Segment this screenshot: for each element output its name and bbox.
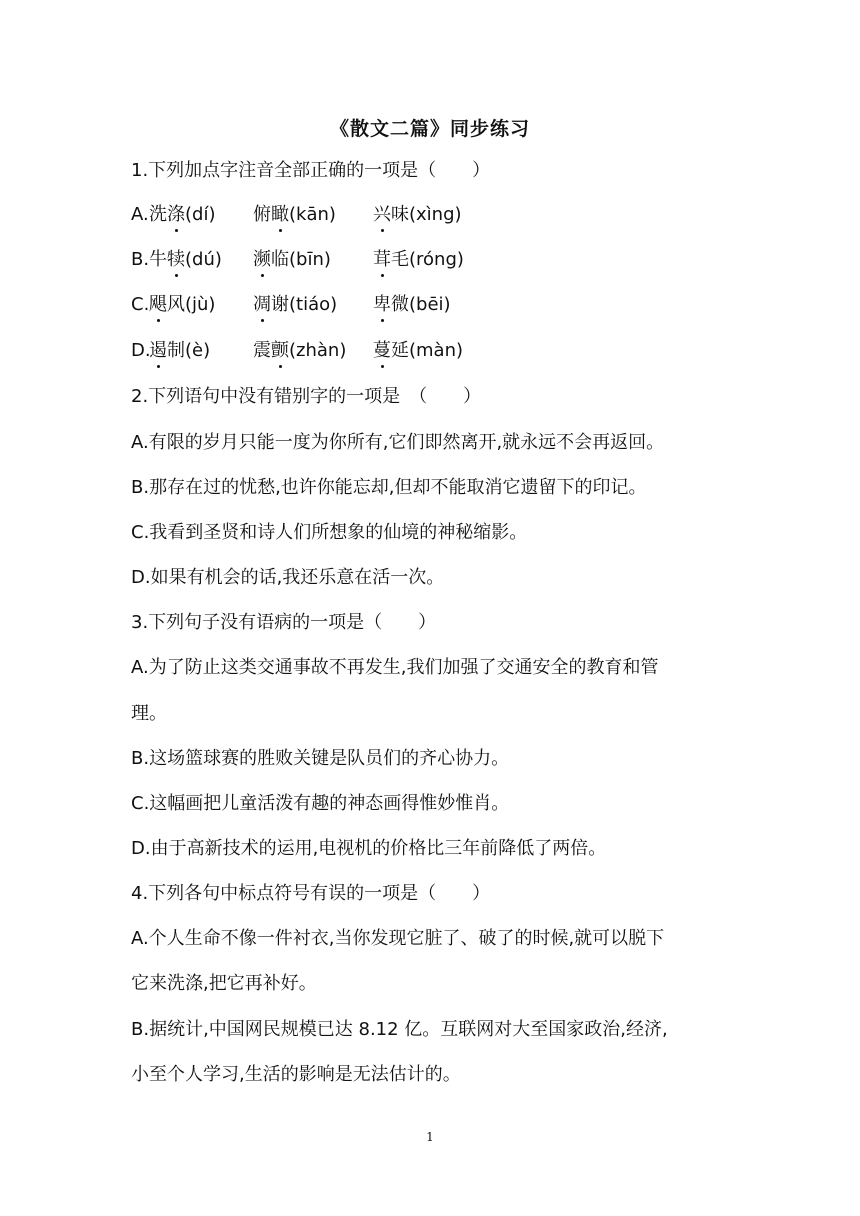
q1-b-word1: 牛犊(dú) [149, 249, 222, 270]
q1-a-word1: 洗涤(dí) [149, 204, 216, 225]
q1-d-word3: 蔓延(màn) [373, 340, 464, 361]
q4-option-b-line1: B.据统计,中国网民规模已达 8.12 亿。互联网对大至国家政治,经济, [131, 1019, 668, 1040]
q1-a-word2: 俯瞰(kān) [253, 204, 336, 225]
q3-option-d: D.由于高新技术的运用,电视机的价格比三年前降低了两倍。 [131, 838, 607, 859]
q3-option-b: B.这场篮球赛的胜败关键是队员们的齐心协力。 [131, 748, 510, 769]
q1-d-word1: 遏制(è) [149, 340, 211, 361]
dotted-char: 犊 [167, 249, 185, 270]
dotted-char: 兴 [373, 204, 391, 225]
q1-b-word3: 茸毛(róng) [373, 249, 464, 270]
q1-c-word1: 飓风(jù) [149, 294, 216, 315]
q1-d-label: D. [131, 340, 151, 361]
dotted-char: 蔓 [373, 340, 391, 361]
q3-option-a-line2: 理。 [131, 703, 167, 724]
q1-a-label: A. [131, 204, 149, 225]
q4-option-b-line2: 小至个人学习,生活的影响是无法估计的。 [131, 1064, 461, 1085]
dotted-char: 卑 [373, 294, 391, 315]
q4-option-a-line2: 它来洗涤,把它再补好。 [131, 973, 317, 994]
q1-d-word2: 震颤(zhàn) [253, 340, 347, 361]
q3-option-a-line1: A.为了防止这类交通事故不再发生,我们加强了交通安全的教育和管 [131, 657, 659, 678]
q1-c-word2: 凋谢(tiáo) [253, 294, 338, 315]
q3-stem: 3.下列句子没有语病的一项是（ ） [131, 612, 437, 633]
q2-option-c: C.我看到圣贤和诗人们所想象的仙境的神秘缩影。 [131, 522, 528, 543]
page-number: 1 [426, 1130, 434, 1144]
dotted-char: 涤 [167, 204, 185, 225]
q2-option-a: A.有限的岁月只能一度为你所有,它们即然离开,就永远不会再返回。 [131, 432, 665, 453]
dotted-char: 颤 [271, 340, 289, 361]
dotted-char: 遏 [149, 340, 167, 361]
q2-option-d: D.如果有机会的话,我还乐意在活一次。 [131, 567, 445, 588]
document-title: 《散文二篇》同步练习 [329, 118, 530, 140]
q3-option-c: C.这幅画把儿童活泼有趣的神态画得惟妙惟肖。 [131, 793, 510, 814]
dotted-char: 凋 [253, 294, 271, 315]
dotted-char: 濒 [253, 249, 271, 270]
q2-option-b: B.那存在过的忧愁,也许你能忘却,但却不能取消它遗留下的印记。 [131, 477, 647, 498]
dotted-char: 茸 [373, 249, 391, 270]
q4-option-a-line1: A.个人生命不像一件衬衣,当你发现它脏了、破了的时候,就可以脱下 [131, 928, 665, 949]
q4-stem: 4.下列各句中标点符号有误的一项是（ ） [131, 883, 491, 904]
q1-stem: 1.下列加点字注音全部正确的一项是（ ） [131, 160, 491, 181]
q2-stem: 2.下列语句中没有错别字的一项是 （ ） [131, 386, 482, 407]
q1-b-word2: 濒临(bīn) [253, 249, 331, 270]
dotted-char: 瞰 [271, 204, 289, 225]
q1-b-label: B. [131, 249, 150, 270]
q1-c-label: C. [131, 294, 150, 315]
q1-a-word3: 兴味(xìng) [373, 204, 462, 225]
q1-c-word3: 卑微(bēi) [373, 294, 451, 315]
dotted-char: 飓 [149, 294, 167, 315]
